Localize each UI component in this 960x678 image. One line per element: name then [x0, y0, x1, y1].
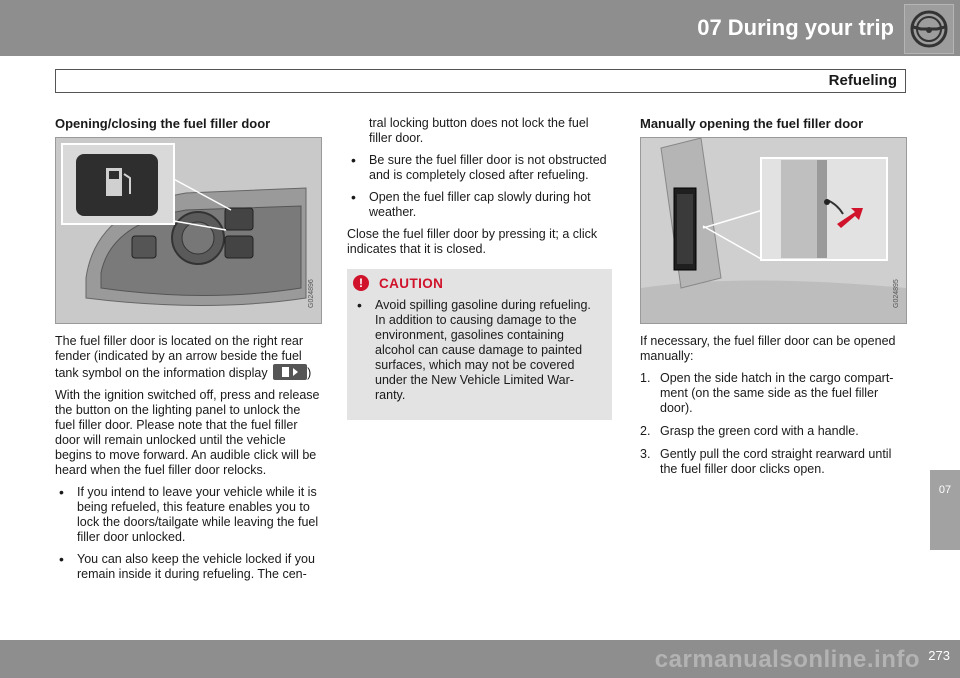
figure-code: G024896: [308, 279, 315, 308]
chapter-side-tab: [930, 470, 960, 550]
chapter-title: 07 During your trip: [697, 15, 894, 40]
step-1: 1. Open the side hatch in the cargo compart-ment (on the same side as the fuel filler door).: [640, 371, 894, 415]
column-3: [640, 116, 906, 485]
steering-wheel-icon: [904, 4, 954, 54]
cargo-hatch-figure: [640, 137, 907, 324]
lighting-panel-figure: [55, 137, 322, 324]
paragraph-location: The fuel filler door is located on the right rear fender (indicated by an arrow beside the fuel tank symbol on the information display ): [55, 334, 312, 380]
step-2: 2. Grasp the green cord with a handle.: [640, 424, 859, 438]
caution-title: CAUTION: [379, 275, 444, 291]
watermark: carmanualsonline.info: [654, 646, 920, 673]
page-number: 273: [928, 648, 950, 663]
warning-icon: !: [353, 275, 369, 291]
footer-bar: [0, 640, 960, 678]
bullet-refuel-lock: • If you intend to leave your vehicle while it is being refueled, this feature enables you to lock the doors/tailgate while leaving the fuel filler door unlocked.: [55, 485, 322, 545]
caution-header: [353, 275, 604, 291]
heading-opening-closing: Opening/closing the fuel filler door: [55, 116, 271, 131]
bullet-keep-locked: • You can also keep the vehicle locked if you remain inside it during refueling. The cen-: [55, 552, 322, 582]
step-3: 3. Gently pull the cord straight rearward until the fuel filler door clicks open.: [640, 447, 892, 476]
paragraph-close-door: Close the fuel filler door by pressing it; a click indicates that it is closed.: [347, 227, 598, 256]
section-bar: [55, 69, 906, 93]
header-bar: [0, 0, 960, 56]
column-1: [55, 116, 322, 589]
continuation-text: tral locking button does not lock the fuel filler door.: [369, 116, 589, 145]
side-tab-label: 07: [938, 484, 952, 496]
caution-text: • Avoid spilling gasoline during refueling. In addition to causing damage to the environment, gasolines containing alcohol can cause damage to painted surfaces, which may not be covered under the New Vehicle Limited War-ranty.: [353, 298, 604, 403]
paragraph-ignition: With the ignition switched off, press and release the button on the lighting panel to unlock the fuel filler door. Please note that the fuel filler door will remain unlocked until the vehicle begins to move forward. An audible click will be heard when the fuel filler door relocks.: [55, 388, 320, 477]
figure-code: G024895: [893, 279, 900, 308]
bullet-not-obstructed: • Be sure the fuel filler door is not obstructed and is completely closed after refueling.: [347, 153, 612, 183]
heading-manual-open: Manually opening the fuel filler door: [640, 116, 864, 131]
section-title: Refueling: [828, 72, 897, 89]
fuel-pump-arrow-icon: [273, 364, 307, 380]
bullet-hot-weather: • Open the fuel filler cap slowly during hot weather.: [347, 190, 612, 220]
caution-box: [347, 269, 612, 420]
column-2: [347, 116, 612, 420]
paragraph-manual-intro: If necessary, the fuel filler door can be opened manually:: [640, 334, 896, 363]
